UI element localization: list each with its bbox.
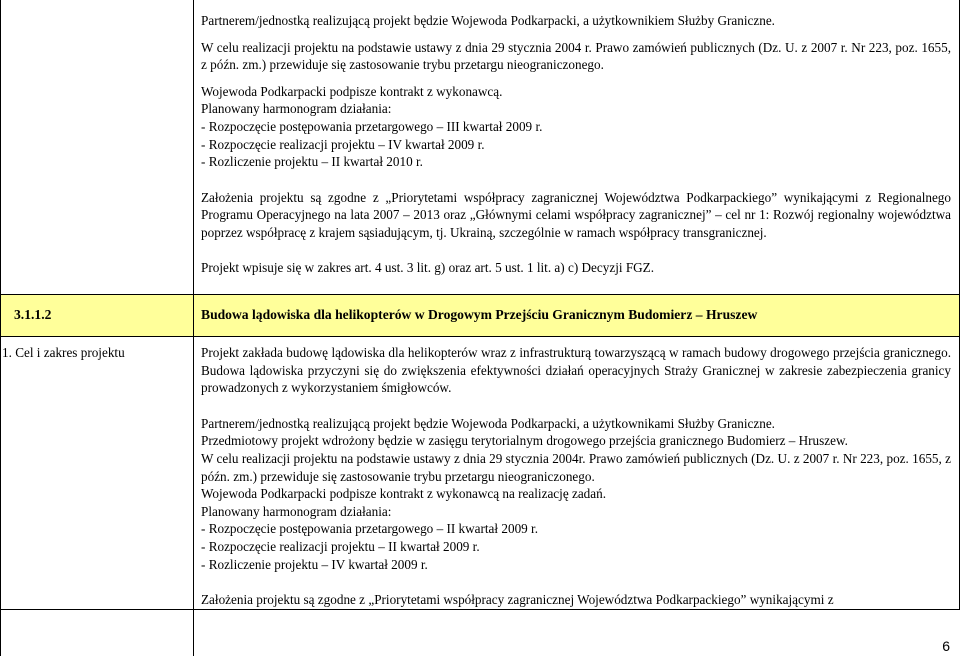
contract-line: Wojewoda Podkarpacki podpisze kontrakt z wykonawcą. (201, 83, 503, 99)
description-paragraph: Projekt zakłada budowę lądowiska dla helikopterów wraz z infrastrukturą towarzyszącą w ramach budowy drogowego przejścia granicznego. Budowa lądowiska przyczyni się do zwiększenia efektywności działań operacyjnych Straży Granicznej w zakresie zabezpieczenia granicy prowadzonych z wykorzystaniem śmigłowców. (201, 345, 951, 396)
row1-cell-text (201, 344, 951, 609)
schedule-item: - Rozliczenie projektu – IV kwartał 2009 r. (201, 556, 428, 572)
law-paragraph: W celu realizacji projektu na podstawie ustawy z dnia 29 stycznia 2004 r. Prawo zamówień publicznych (Dz. U. z 2007 r. Nr 223, poz. 1655, z późn. zm.) przewiduje się zastosowanie trybu przetargu nieograniczonego. (201, 39, 951, 73)
section-number: 3.1.1.2 (14, 307, 52, 322)
schedule-heading: Planowany harmonogram działania: (201, 101, 392, 117)
schedule-heading: Planowany harmonogram działania: (201, 503, 392, 519)
upper-cell-text (201, 12, 951, 276)
table-border-left (0, 0, 1, 656)
scope-line: Przedmiotowy projekt wdrożony będzie w zasięgu terytorialnym drogowego przejścia granicznego Budomierz – Hruszew. (201, 433, 848, 449)
schedule-item: - Rozpoczęcie postępowania przetargowego – II kwartał 2009 r. (201, 521, 539, 537)
law-paragraph: W celu realizacji projektu na podstawie ustawy z dnia 29 stycznia 2004r. Prawo zamówień publicznych (Dz. U. z 2007 r. Nr 223, poz. 1655, z późn. zm.) przewiduje się zastosowanie trybu przetargu nieograniczonego. (201, 450, 951, 484)
section-title: Budowa lądowiska dla helikopterów w Drogowym Przejściu Granicznym Budomierz – Hruszew (201, 307, 758, 322)
page-number: 6 (942, 638, 950, 654)
schedule-item: - Rozpoczęcie realizacji projektu – IV kwartał 2009 r. (201, 136, 485, 152)
row-separator (0, 294, 960, 295)
schedule-item: - Rozliczenie projektu – II kwartał 2010 r. (201, 154, 423, 170)
assumptions-paragraph: Założenia projektu są zgodne z „Priorytetami współpracy zagranicznej Województwa Podkarpackiego” wynikającymi z (201, 592, 834, 608)
contract-line: Wojewoda Podkarpacki podpisze kontrakt z wykonawcą na realizację zadań. (201, 486, 607, 502)
fgz-paragraph: Projekt wpisuje się w zakres art. 4 ust. 3 lit. g) oraz art. 5 ust. 1 lit. a) c) Decyzji FGZ. (201, 259, 655, 275)
row-separator (0, 336, 960, 337)
schedule-item: - Rozpoczęcie postępowania przetargowego – III kwartał 2009 r. (201, 118, 543, 134)
partner-line: Partnerem/jednostką realizującą projekt będzie Wojewoda Podkarpacki, a użytkownikami Służby Graniczne. (201, 415, 775, 431)
schedule-item: - Rozpoczęcie realizacji projektu – II kwartał 2009 r. (201, 538, 480, 554)
row-label: 1. Cel i zakres projektu (2, 345, 125, 360)
table-border-bottom (0, 609, 960, 610)
assumptions-paragraph: Założenia projektu są zgodne z „Priorytetami współpracy zagranicznej Województwa Podkarpackiego” wynikającymi z Regionalnego Programu Operacyjnego na lata 2007 – 2013 oraz „Głównymi celami współpracy zagranicznej” – cel nr 1: Rozwój regionalny województwa poprzez współpracę z krajem sąsiadującym, tj. Ukrainą, szczególnie w ramach współpracy transgranicznej. (201, 189, 951, 240)
table-border-middle (193, 0, 194, 656)
partner-paragraph: Partnerem/jednostką realizującą projekt będzie Wojewoda Podkarpacki, a użytkownikiem Służby Graniczne. (201, 13, 775, 28)
